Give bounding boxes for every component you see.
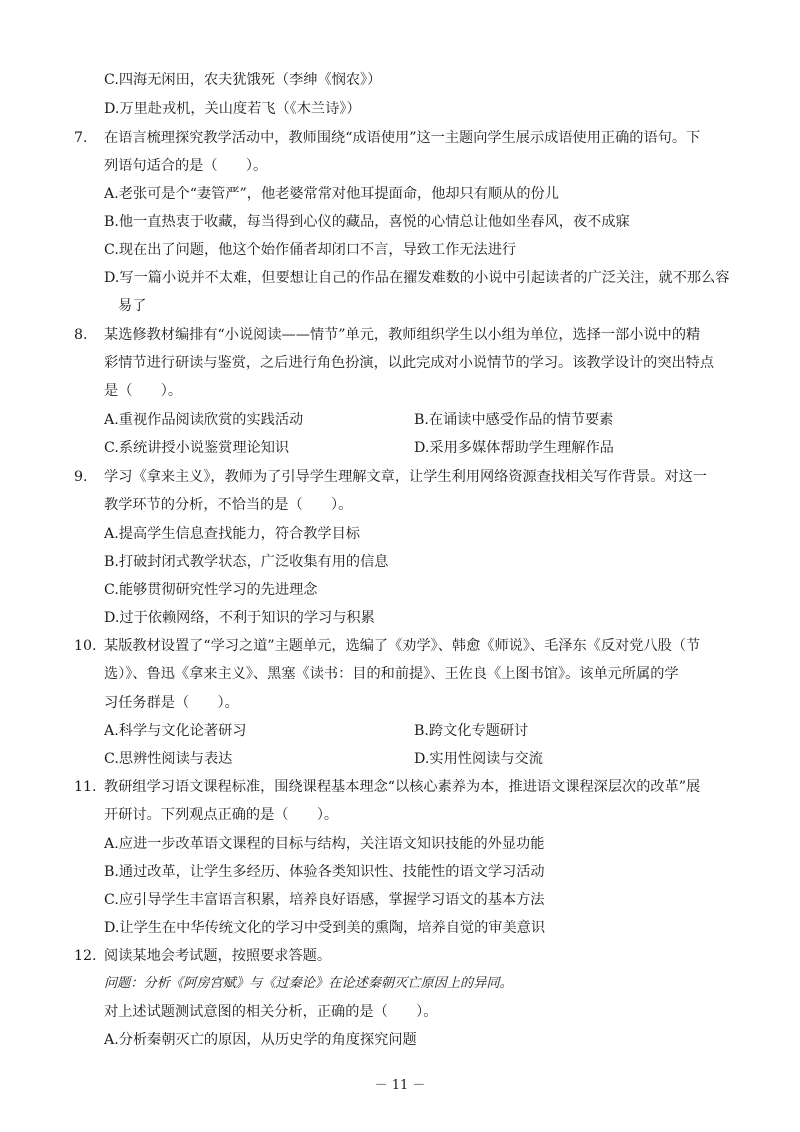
question-text: 学习《拿来主义》，教师为了引导学生理解文章，让学生利用网络资源查找相关写作背景。对这一 (104, 469, 707, 485)
option-line: 易了 (118, 298, 147, 314)
option-line: D.过于依赖网络，不利于知识的学习与积累 (104, 610, 375, 626)
option-line: B.跨文化专题研讨 (414, 723, 529, 739)
option-line: B.他一直热衷于收藏，每当得到心仪的藏品，喜悦的心情总让他如坐春风，夜不成寐 (104, 214, 630, 230)
option-line: B.打破封闭式教学状态，广泛收集有用的信息 (104, 554, 389, 570)
question-number: 11. (74, 779, 97, 795)
question-number: 10. (74, 638, 97, 654)
question-text: 教学环节的分析，不恰当的是（ ）。 (104, 497, 353, 513)
option-line: C.四海无闲田，农夫犹饿死（李绅《悯农》） (104, 72, 382, 88)
question-text: 是（ ）。 (104, 383, 183, 399)
option-line: A.科学与文化论著研习 (104, 723, 247, 739)
quoted-question: 问题：分析《阿房宫赋》与《过秦论》在论述秦朝灭亡原因上的异同。 (104, 976, 513, 991)
option-line: C.思辨性阅读与表达 (104, 751, 233, 767)
option-line: C.系统讲授小说鉴赏理论知识 (104, 440, 290, 456)
option-line: A.重视作品阅读欣赏的实践活动 (104, 412, 304, 428)
question-number: 7. (74, 130, 88, 146)
option-line: D.万里赴戎机，关山度若飞（《木兰诗》） (104, 101, 361, 117)
question-text: 列语句适合的是（ ）。 (104, 158, 268, 174)
question-number: 12. (74, 948, 97, 964)
option-line: C.应引导学生丰富语言积累，培养良好语感，掌握学习语文的基本方法 (104, 892, 545, 908)
question-text: 彩情节进行研读与鉴赏，之后进行角色扮演，以此完成对小说情节的学习。该教学设计的突出特点 (104, 355, 715, 371)
option-line: A.应进一步改革语文课程的目标与结构，关注语文知识技能的外显功能 (104, 836, 545, 852)
option-line: D.采用多媒体帮助学生理解作品 (414, 440, 614, 456)
question-number: 9. (74, 469, 88, 485)
option-line: C.能够贯彻研究性学习的先进理念 (104, 582, 318, 598)
question-text: 阅读某地会考试题，按照要求答题。 (104, 948, 332, 964)
question-text: 开研讨。下列观点正确的是（ ）。 (104, 807, 339, 823)
option-line: D.让学生在中华传统文化的学习中受到美的熏陶，培养自觉的审美意识 (104, 920, 546, 936)
option-line: A.分析秦朝灭亡的原因，从历史学的角度探究问题 (104, 1032, 417, 1048)
question-text: 选）》、鲁迅《拿来主义》、黑塞《读书：目的和前提》、王佐良《上图书馆》。该单元所属的学 (104, 666, 679, 682)
question-number: 8. (74, 327, 88, 343)
option-line: A.提高学生信息查找能力，符合教学目标 (104, 526, 360, 542)
question-text: 对上述试题测试意图的相关分析，正确的是（ ）。 (104, 1004, 438, 1020)
question-text: 某选修教材编排有“小说阅读——情节”单元，教师组织学生以小组为单位，选择一部小说中的精 (104, 327, 701, 343)
page-number: － 11 － (374, 1078, 426, 1093)
option-line: A.老张可是个“妻管严”，他老婆常常对他耳提面命，他却只有顺从的份儿 (104, 186, 559, 202)
question-text: 习任务群是（ ）。 (104, 695, 239, 711)
option-line: B.在诵读中感受作品的情节要素 (414, 412, 614, 428)
option-line: B.通过改革，让学生多经历、体验各类知识性、技能性的语文学习活动 (104, 864, 545, 880)
question-text: 教研组学习语文课程标准，围绕课程基本理念“以核心素养为本，推进语文课程深层次的改革”展 (104, 779, 701, 795)
option-line: C.现在出了问题，他这个始作俑者却闭口不言，导致工作无法进行 (104, 242, 517, 258)
option-line: D.写一篇小说并不太难，但要想让自己的作品在擢发难数的小说中引起读者的广泛关注，就不那么容 (104, 270, 730, 286)
question-text: 某版教材设置了“学习之道”主题单元，选编了《劝学》、韩愈《师说》、毛泽东《反对党八股（节 (104, 638, 701, 654)
question-text: 在语言梳理探究教学活动中，教师围绕“成语使用”这一主题向学生展示成语使用正确的语句。下 (104, 130, 701, 146)
option-line: D.实用性阅读与交流 (414, 751, 543, 767)
